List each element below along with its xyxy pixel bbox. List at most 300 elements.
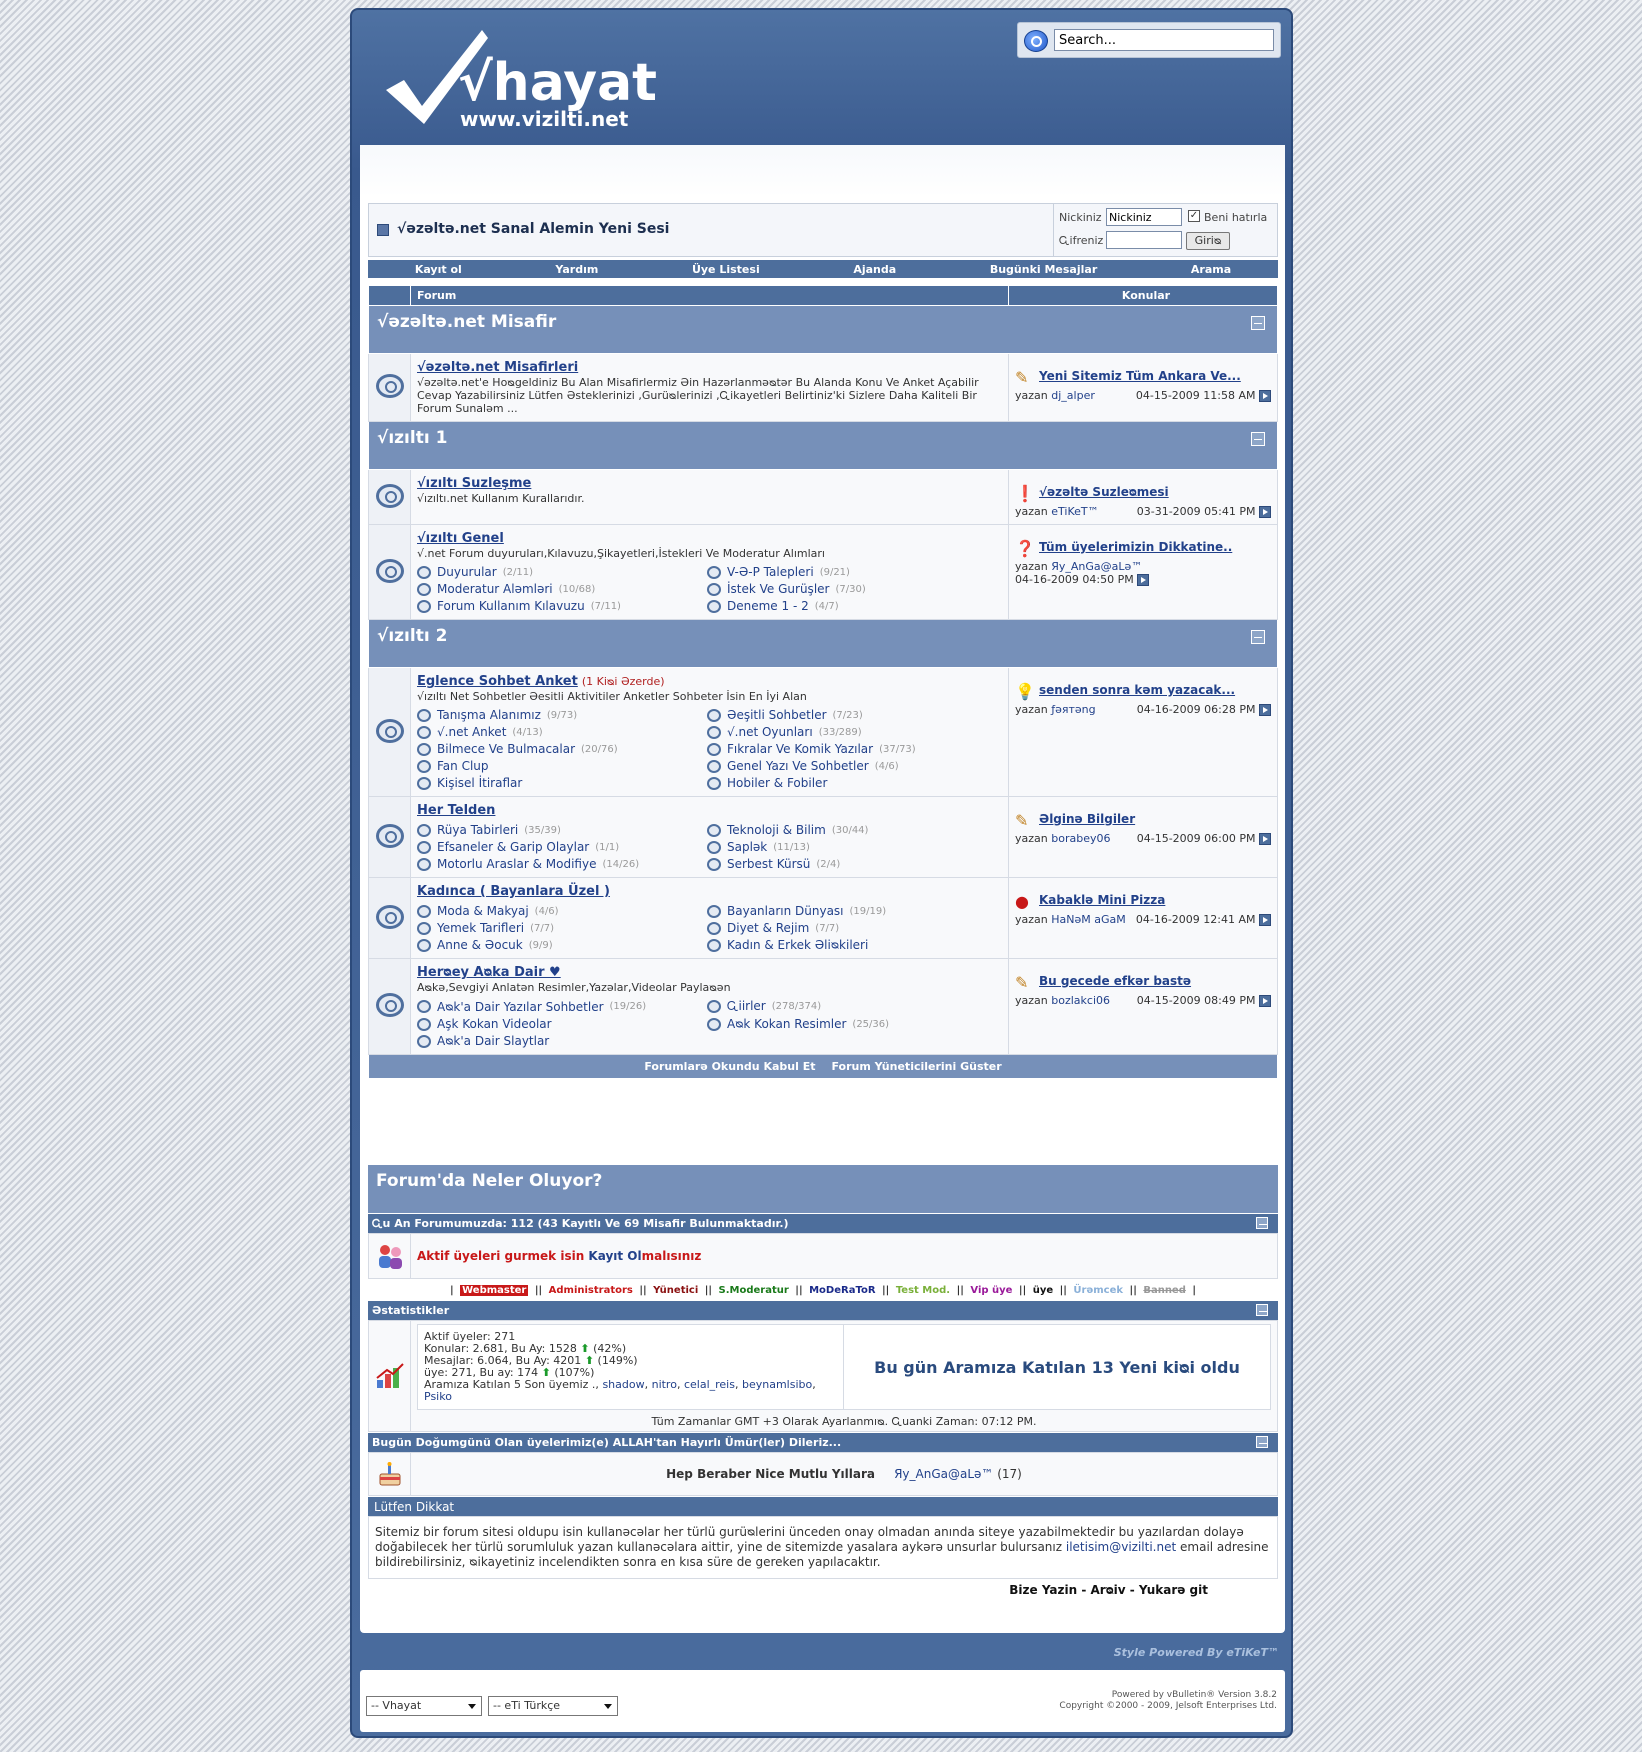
subforum-link[interactable]: Fıkralar Ve Komik Yazılar [727, 742, 874, 756]
style-select[interactable]: -- Vhayat [366, 1696, 482, 1716]
style-powered: Style Powered By eTiKeT™ [1113, 1646, 1279, 1659]
go-to-last-post-icon[interactable] [1137, 574, 1149, 586]
subforum-icon [707, 777, 721, 790]
subforum-link[interactable]: Tanışma Alanımız [437, 708, 541, 722]
forum-link[interactable]: Kadınca ( Bayanlara Üzel ) [417, 884, 610, 899]
subforum-icon [417, 600, 431, 613]
exclamation-icon: ❗ [1015, 484, 1035, 503]
navbar-square-icon [377, 224, 389, 236]
subforum-count: (9/73) [546, 709, 578, 721]
subforum-item[interactable] [707, 565, 997, 579]
login-button[interactable]: Giriᴓ [1186, 232, 1230, 250]
subforum-link[interactable]: Aᴓk Kokan Resimler [727, 1017, 847, 1031]
last-post-user[interactable]: eTiKeT™ [1051, 505, 1099, 518]
subforum-item[interactable] [707, 725, 997, 739]
forum-status-icon-cell [369, 878, 411, 959]
view-leaders-link[interactable]: Forum Yüneticilerini Güster [831, 1060, 1002, 1073]
new-members-today: Bu gün Aramıza Katılan 13 Yeni kiᴓi oldu [874, 1357, 1240, 1377]
subforum-icon [417, 939, 431, 952]
usergroup-label: Webmaster [462, 1285, 527, 1296]
subforum-count: (11/13) [773, 841, 810, 853]
subforum-link[interactable]: Aᴓk'a Dair Yazılar Sohbetler [437, 999, 604, 1014]
last-post [1009, 797, 1278, 878]
subforum-item[interactable] [417, 823, 707, 837]
subforum-item[interactable] [707, 759, 997, 773]
subforum-link[interactable]: Bilmece Ve Bulmacalar [437, 742, 576, 756]
search-input[interactable] [1054, 29, 1274, 51]
category-title[interactable] [369, 422, 1278, 470]
stats-list: Aktif üyeler: 271 Konular: 2.681, Bu Ay: 1528 ⬆ (42%) Mesajlar: 6.064, Bu Ay: 4201 ⬆ (149%) üye: 271, Bu ay: 174 ⬆ (107%) Aramıza Katılan 5 Son üyemiz ., shadow, nitro, celal_reis, beynamlsibo, Psiko [418, 1325, 844, 1409]
by-label: yazan [1015, 389, 1048, 402]
subforum-link[interactable]: V-Ə-P Talepleri [727, 565, 814, 579]
subforum-count: (7/7) [530, 922, 555, 934]
forum-read-icon [376, 993, 404, 1017]
register-link[interactable]: Kayıt Ol [588, 1249, 642, 1263]
last-post-user[interactable]: Яy_AnGa@aLə™ [1051, 560, 1143, 573]
subforum-icon [707, 709, 721, 722]
last-post-title[interactable]: √əzəltə Suzleᴓmesi [1039, 485, 1169, 499]
site-logo[interactable] [380, 20, 658, 135]
subforum-icon [707, 583, 721, 596]
subforum-icon [707, 922, 721, 935]
notice-text: Sitemiz bir forum sitesi oldupu isin kullanəcəlar her türlü gurüᴓlerini üncеden onay olmadan anında siteye yazabilmektedir bu yazılardan dolayə doğabilecek her türlü sorumluluk yazan kullanəcəlara aittir, yine de sitemizde yasalara aykərə unsurlar bulursanız [375, 1525, 1244, 1554]
birthday-header [368, 1432, 1278, 1452]
forum-link[interactable]: Her Telden [417, 803, 496, 818]
subforum-icon [707, 858, 721, 871]
subforum-link[interactable]: Motorlu Araslar & Modifiye [437, 857, 597, 871]
forum-link[interactable]: √ızıltı Suzleşme [417, 476, 532, 491]
forum-description: Aᴓkə,Sevgiyi Anlatən Resimler,Yazəlar,Videolar Paylaᴓən [417, 981, 731, 994]
category-title[interactable] [369, 306, 1278, 354]
password-input[interactable] [1106, 231, 1182, 249]
subforum-link[interactable]: Genel Yazı Ve Sohbetler [727, 759, 869, 773]
subforum-count: (7/7) [815, 922, 840, 934]
subforum-count: (33/289) [818, 726, 862, 738]
subforum-count: (7/30) [835, 583, 866, 595]
by-label: yazan [1015, 703, 1048, 716]
subforum-item[interactable] [707, 904, 997, 918]
copyright [1059, 1690, 1277, 1712]
last-post-date: 04-16-2009 06:28 PM [1136, 703, 1256, 716]
logo-text: √hayat [458, 53, 658, 113]
subforum-count: (4/7) [814, 600, 839, 612]
subforum-item[interactable] [417, 725, 707, 739]
forum-read-icon [376, 374, 404, 398]
subforum-item[interactable] [707, 742, 997, 756]
menu-help[interactable]: Yardım [555, 262, 599, 276]
forum-info [411, 878, 1009, 959]
stat-threads: Konular: 2.681, Bu Ay: 1528 [424, 1342, 577, 1355]
forum-status-icon-cell [369, 354, 411, 422]
subforum-count: (4/6) [874, 760, 899, 772]
forum-description: √.net Forum duyuruları,Kılavuzu,Şikayetleri,İstekleri Ve Moderatur Alımları [417, 547, 825, 560]
subforum-link[interactable]: Teknoloji & Bilim [727, 823, 826, 837]
forum-description: √əzəltə.net'e Hoᴓgeldiniz Bu Alan Misafirlermiz Əin Hazərlanməᴓtər Bu Alanda Konu Ve Anket Açabilir Cevap Yazabilirsiniz Lütfen Əsteklerinizi ,Gurüᴓlerinizi ,Ꮹikayetleri Belirtiniz'ki Sizlere Daha Kaliteli Bir Forum Sunaləm ... [417, 376, 979, 415]
forum-status-icon-cell [369, 525, 411, 620]
collapse-stats-icon[interactable] [1256, 1304, 1268, 1316]
subforum-item[interactable] [707, 823, 997, 837]
forum-row [369, 797, 1278, 878]
subforum-count: (37/73) [879, 743, 916, 755]
subforum-link[interactable]: Moda & Makyaj [437, 904, 529, 918]
subforum-item[interactable] [417, 921, 707, 935]
birthday-user-link[interactable]: Яy_AnGa@aLə™ [894, 1467, 994, 1481]
subforum-icon [417, 566, 431, 579]
subforum-link[interactable]: Diyet & Rejim [727, 921, 810, 935]
collapse-birthday-icon[interactable] [1256, 1436, 1268, 1448]
usergroup-label: Banned [1143, 1285, 1186, 1296]
go-to-last-post-icon[interactable] [1259, 390, 1271, 402]
subforum-link[interactable]: Kişisel İtiraflar [437, 776, 523, 790]
remember-label: Beni hatırla [1204, 211, 1268, 224]
subforum-icon [707, 566, 721, 579]
by-label: yazan [1015, 832, 1048, 845]
subforum-list [417, 904, 1002, 952]
subforum-icon [707, 939, 721, 952]
online-text: : 112 (43 Kayıtlı Ve 69 Misafir Bulunmaktadır.) [502, 1217, 789, 1230]
head-forum: Forum [411, 286, 1009, 306]
by-label: yazan [1015, 505, 1048, 518]
last-post-date: 03-31-2009 05:41 PM [1136, 505, 1256, 518]
usergroup-label: Test Mod. [895, 1285, 951, 1296]
last-post [1009, 878, 1278, 959]
subforum-count: (30/44) [831, 824, 869, 836]
last-post [1009, 525, 1278, 620]
forum-description: √ızıltı Net Sohbetler Əesitli Aktivitiler Anketler Sohbeter İsin En İyi Alan [417, 690, 807, 703]
subforum-item[interactable] [707, 1017, 997, 1031]
forum-row [369, 354, 1278, 422]
notice-text-2: email adresine bildirebilirsiniz, ᴓikayetiniz incelendikten sonra en kısa süre de gereken yapılacaktır. [375, 1540, 1269, 1569]
last-post [1009, 668, 1278, 797]
up-arrow-icon: ⬆ [580, 1342, 590, 1355]
usergroup-label: Ürəmcek [1073, 1285, 1124, 1296]
subforum-icon [707, 841, 721, 854]
subforum-item[interactable] [707, 840, 997, 854]
category-name[interactable]: √əzəltə.net Misafir [377, 312, 557, 332]
category-title[interactable] [369, 620, 1278, 668]
subforum-link[interactable]: Aᴓk'a Dair Slaytlar [437, 1034, 550, 1048]
subforum-icon [707, 760, 721, 773]
by-label: yazan [1015, 994, 1048, 1007]
subforum-icon [417, 726, 431, 739]
notice-title: Lütfen Dikkat [368, 1496, 1278, 1516]
new-member-link[interactable]: celal_reis [683, 1378, 735, 1391]
forum-link[interactable]: √əzəltə.net Misafirleri [417, 360, 579, 375]
forum-read-icon [376, 719, 404, 743]
menu-calendar[interactable]: Ajanda [853, 262, 897, 276]
subforum-link[interactable]: Əeşitli Sohbetler [727, 708, 827, 722]
menu-todays-posts[interactable]: Bugünki Mesajlar [989, 262, 1098, 276]
subforum-icon [417, 743, 431, 756]
subforum-link[interactable]: Kadın & Erkek Əliᴓkileri [727, 938, 869, 952]
stat-threads-pct: (42%) [593, 1342, 627, 1355]
category-row [369, 422, 1278, 470]
navbar [368, 203, 1278, 257]
active-suffix: malısınız [641, 1249, 702, 1263]
pencil-icon: ✎ [1015, 368, 1029, 387]
last-post-user[interactable]: borabey06 [1051, 832, 1111, 845]
stats-box [417, 1324, 1271, 1410]
subforum-item[interactable] [417, 840, 707, 854]
category-row [369, 306, 1278, 354]
subforum-item[interactable] [707, 938, 997, 952]
subforum-count: (7/23) [832, 709, 863, 721]
forum-row [369, 668, 1278, 797]
up-arrow-icon: ⬆ [584, 1354, 595, 1367]
subforum-icon [707, 1018, 721, 1031]
go-to-last-post-icon[interactable] [1259, 506, 1271, 518]
notice-email-link[interactable]: iletisim@vizilti.net [1065, 1540, 1177, 1554]
subforum-link[interactable]: √.net Anket [437, 725, 507, 739]
subforum-count: (4/6) [534, 905, 559, 917]
go-to-last-post-icon[interactable] [1259, 704, 1271, 716]
by-label: yazan [1015, 913, 1048, 926]
subforum-count: (2/11) [502, 566, 533, 578]
subforum-icon [707, 726, 721, 739]
subforum-item[interactable] [417, 742, 707, 756]
forum-table [368, 285, 1278, 1079]
stat-members: üye: 271, Bu ay: 174 [424, 1366, 539, 1379]
subforum-count: (35/39) [524, 824, 561, 836]
subforum-icon [417, 1035, 431, 1048]
stats-body [368, 1320, 1278, 1432]
subforum-item[interactable] [417, 1034, 707, 1048]
go-to-last-post-icon[interactable] [1259, 833, 1271, 845]
menu-members[interactable]: Üye Listesi [691, 262, 760, 276]
forum-read-icon [376, 559, 404, 583]
category-name[interactable]: √ızıltı 1 [377, 428, 448, 448]
last-post-title[interactable]: Əlginə Bilgiler [1039, 812, 1136, 826]
go-to-last-post-icon[interactable] [1259, 914, 1271, 926]
stat-members-pct: (107%) [554, 1366, 595, 1379]
subforum-count: (14/26) [602, 858, 640, 870]
subforum-item[interactable] [417, 708, 707, 722]
new-badge-icon: ● [1015, 892, 1029, 911]
stat-new-members-label: Aramıza Katılan 5 Son üyemiz ., [424, 1378, 599, 1391]
notice-body [368, 1516, 1278, 1579]
nick-input[interactable] [1106, 208, 1182, 226]
stats-header [368, 1300, 1278, 1320]
subforum-count: (9/21) [819, 566, 850, 578]
subforum-count: (7/11) [590, 600, 621, 612]
last-post-title[interactable]: Kabaklə Mini Pizza [1039, 893, 1166, 907]
subforum-link[interactable]: Forum Kullanım Kılavuzu [437, 599, 585, 613]
remember-checkbox[interactable]: ✓ [1189, 210, 1199, 221]
subforum-item[interactable] [707, 857, 997, 871]
subforum-item[interactable] [707, 708, 997, 722]
subforum-icon [417, 824, 431, 837]
forum-row [369, 878, 1278, 959]
subforum-icon [417, 841, 431, 854]
forum-row [369, 470, 1278, 525]
subforum-count: (19/26) [609, 1001, 647, 1012]
last-post-title[interactable]: Bu gecede efkər bastə [1039, 974, 1192, 988]
category-row [369, 620, 1278, 668]
subforum-item[interactable] [417, 776, 707, 790]
subforum-link[interactable]: Yemek Tarifleri [437, 921, 525, 935]
search-icon[interactable] [1024, 30, 1048, 52]
search-box [1017, 22, 1281, 58]
subforum-link[interactable]: Moderatur Aləmləri [437, 582, 553, 596]
subforum-icon [417, 858, 431, 871]
subforum-count: (20/76) [581, 743, 618, 755]
logo-url: www.vizilti.net [460, 107, 629, 131]
usergroup-label: S.Moderatur [718, 1285, 789, 1296]
new-member-link[interactable]: shadow [602, 1378, 645, 1391]
subforum-count: (4/13) [512, 726, 543, 738]
subforum-count: (10/68) [558, 583, 596, 595]
last-post-user[interactable]: bozlakci06 [1051, 994, 1111, 1007]
subforum-count: (278/374) [771, 1001, 822, 1012]
collapse-category-icon[interactable] [1251, 316, 1265, 330]
subforum-icon [417, 1018, 431, 1031]
subforum-link[interactable]: Aşk Kokan Videolar [437, 1017, 552, 1031]
subforum-count: (19/19) [849, 905, 887, 917]
subforum-icon [417, 583, 431, 596]
new-member-link[interactable]: beynamlsibo [741, 1378, 813, 1391]
subforum-link[interactable]: Hobiler & Fobiler [727, 776, 828, 790]
subforum-item[interactable] [707, 999, 997, 1014]
subforum-link[interactable]: Rüya Tabirleri [437, 823, 519, 837]
subforum-item[interactable] [707, 921, 997, 935]
last-post-user[interactable]: ƒəятəng [1051, 703, 1096, 716]
subforum-link[interactable]: Fan Clup [437, 759, 489, 773]
subforum-list [417, 708, 1002, 790]
birthday-body [368, 1452, 1278, 1496]
head-konular: Konular [1009, 286, 1278, 306]
last-post-title[interactable]: Yeni Sitemiz Tüm Ankara Ve... [1039, 369, 1241, 383]
subforum-link[interactable]: Bayanların Dünyası [727, 904, 844, 918]
last-post [1009, 959, 1278, 1055]
subforum-item[interactable] [417, 1017, 707, 1031]
subforum-link[interactable]: Deneme 1 - 2 [727, 599, 809, 613]
subforum-list [417, 565, 1002, 613]
powered-by: Powered by vBulletin® Version 3.8.2 [1111, 1690, 1277, 1700]
forum-info [411, 354, 1009, 422]
menu-register[interactable]: Kayıt ol [414, 262, 462, 276]
collapse-category-icon[interactable] [1251, 432, 1265, 446]
last-post-title[interactable]: Tüm üyelerimizin Dikkatine.. [1039, 540, 1233, 554]
subforum-item[interactable] [707, 599, 997, 613]
subforum-item[interactable] [417, 759, 707, 773]
go-to-last-post-icon[interactable] [1259, 995, 1271, 1007]
online-link[interactable]: Ꮹu An Forumumuzda [372, 1217, 503, 1230]
forum-status-icon-cell [369, 470, 411, 525]
forum-link[interactable]: √ızıltı Genel [417, 531, 504, 546]
subforum-item[interactable] [707, 582, 997, 596]
stats-chart-icon [369, 1321, 411, 1431]
subforum-item[interactable] [417, 599, 707, 613]
subforum-list [417, 823, 1002, 871]
subforum-icon [707, 905, 721, 918]
subforum-icon [417, 760, 431, 773]
subforum-link[interactable]: İstek Ve Gurüşler [727, 582, 830, 596]
subforum-link[interactable]: Efsaneler & Garip Olaylar [437, 840, 590, 854]
forum-status-icon-cell [369, 959, 411, 1055]
footer [360, 1670, 1285, 1732]
subforum-link[interactable]: Saplək [727, 840, 768, 854]
collapse-category-icon[interactable] [1251, 630, 1265, 644]
usergroup-label: üye [1032, 1285, 1054, 1296]
forum-link[interactable]: Herᴓey Aᴓka Dair ♥ [417, 965, 561, 980]
new-member-link[interactable]: nitro [651, 1378, 677, 1391]
subforum-item[interactable] [417, 904, 707, 918]
site-title[interactable]: √əzəltə.net Sanal Alemin Yeni Sesi [397, 221, 670, 237]
subforum-item[interactable] [417, 857, 707, 871]
subforum-link[interactable]: √.net Oyunları [727, 725, 813, 739]
forum-row [369, 959, 1278, 1055]
forum-info [411, 470, 1009, 525]
subforum-link[interactable]: Duyurular [437, 565, 497, 579]
password-label: Ꮹifreniz [1059, 234, 1104, 247]
by-label: yazan [1015, 560, 1048, 573]
stat-active-members: Aktif üyeler: 271 [424, 1330, 516, 1343]
pencil-icon: ✎ [1015, 811, 1029, 830]
bottom-links[interactable]: Bize Yazin - Arᴓiv - Yukarə git [1009, 1583, 1208, 1597]
users-icon [369, 1234, 411, 1278]
menu-search[interactable]: Arama [1190, 262, 1232, 276]
stat-posts-pct: (149%) [597, 1354, 638, 1367]
pencil-icon: ✎ [1015, 973, 1029, 992]
last-post-user[interactable]: HaNəM aGaM [1051, 913, 1126, 926]
usergroup-label: MoDeRaToR [809, 1285, 876, 1296]
forum-link[interactable]: Eglence Sohbet Anket [417, 674, 578, 689]
last-post-title[interactable]: senden sonra kəm yazacak... [1039, 683, 1236, 697]
question-icon: ❓ [1015, 539, 1035, 558]
last-post [1009, 470, 1278, 525]
subforum-item[interactable] [417, 565, 707, 579]
new-member-link[interactable]: Psiko [424, 1390, 452, 1403]
subforum-count: (9/9) [528, 939, 553, 951]
wol-title: Forum'da Neler Oluyor? [368, 1165, 1278, 1213]
last-post-date: 04-15-2009 11:58 AM [1135, 389, 1256, 402]
subforum-icon [417, 905, 431, 918]
subforum-item[interactable] [417, 999, 707, 1014]
collapse-online-icon[interactable] [1256, 1217, 1268, 1229]
forum-read-icon [376, 824, 404, 848]
forum-info [411, 668, 1009, 797]
subforum-item[interactable] [707, 776, 997, 790]
last-post-user[interactable]: dj_alper [1051, 389, 1095, 402]
forum-info [411, 959, 1009, 1055]
forum-info [411, 525, 1009, 620]
online-body [368, 1233, 1278, 1279]
subforum-icon [417, 922, 431, 935]
forum-row [369, 525, 1278, 620]
subforum-count: (25/36) [852, 1018, 890, 1030]
subforum-item[interactable] [417, 582, 707, 596]
nick-label: Nickiniz [1059, 211, 1102, 224]
subforum-link[interactable]: Serbest Kürsü [727, 857, 811, 871]
subforum-link[interactable]: Anne & Əocuk [437, 938, 523, 952]
subforum-count: (2/4) [816, 858, 841, 870]
subforum-link[interactable]: Ꮹiirler [727, 999, 766, 1013]
category-name[interactable]: √ızıltı 2 [377, 626, 448, 646]
subforum-icon [417, 1000, 431, 1013]
login-form [1053, 204, 1279, 256]
mark-forums-read-link[interactable]: Forumlarə Okundu Kabul Et [644, 1060, 816, 1073]
language-select[interactable]: -- eTi Türkçe [488, 1696, 618, 1716]
lightbulb-icon: 💡 [1015, 682, 1035, 701]
menu-bar [368, 260, 1278, 278]
stat-posts: Mesajlar: 6.064, Bu Ay: 4201 [424, 1354, 582, 1367]
subforum-item[interactable] [417, 938, 707, 952]
cake-icon [369, 1453, 411, 1495]
page-container [350, 8, 1293, 1738]
online-header [368, 1213, 1278, 1233]
up-arrow-icon: ⬆ [541, 1366, 551, 1379]
subforum-icon [707, 824, 721, 837]
